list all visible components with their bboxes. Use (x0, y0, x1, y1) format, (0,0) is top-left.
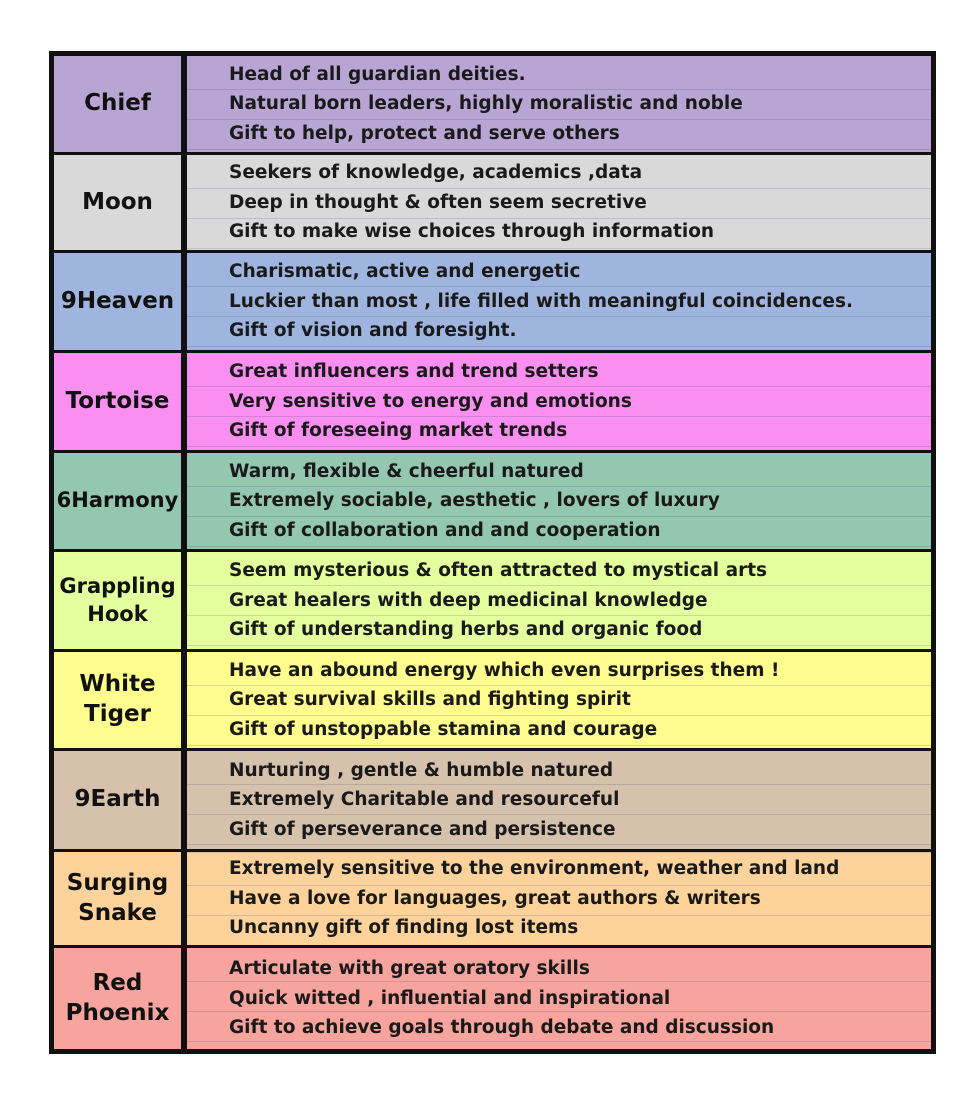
guardian-name: Tortoise (54, 353, 187, 450)
guardian-description (187, 253, 931, 350)
description-line: Head of all guardian deities. (229, 63, 526, 85)
description-line: Great influencers and trend setters (229, 361, 599, 383)
description-line: Gift of unstoppable stamina and courage (229, 718, 658, 740)
guardian-description (187, 751, 931, 849)
description-line: Gift to make wise choices through information (229, 221, 715, 243)
guardian-name: Grappling Hook (54, 552, 187, 649)
description-line: Have a love for languages, great authors & writers (229, 887, 761, 909)
guardian-description (187, 652, 931, 748)
guardian-description (187, 353, 931, 450)
description-line: Gift to help, protect and serve others (229, 122, 620, 144)
description-line: Luckier than most , life filled with meaningful coincidences. (229, 290, 854, 312)
guardian-description (187, 453, 931, 549)
description-line: Gift of vision and foresight. (229, 320, 517, 342)
table-row (54, 751, 931, 852)
description-line: Gift to achieve goals through debate and discussion (229, 1017, 775, 1039)
description-line: Quick witted , influential and inspirational (229, 987, 671, 1009)
table-row (54, 852, 931, 948)
table-row (54, 652, 931, 751)
guardian-name: 9Earth (54, 751, 187, 849)
table-row (54, 155, 931, 253)
description-line: Uncanny gift of finding lost items (229, 917, 579, 939)
description-line: Nurturing , gentle & humble natured (229, 759, 614, 781)
description-line: Warm, flexible & cheerful natured (229, 460, 584, 482)
description-line: Great healers with deep medicinal knowledge (229, 589, 708, 611)
description-line: Extremely sociable, aesthetic , lovers of luxury (229, 490, 720, 512)
description-line: Gift of perseverance and persistence (229, 818, 616, 840)
guardian-description (187, 552, 931, 649)
description-line: Gift of foreseeing market trends (229, 420, 568, 442)
description-line: Extremely sensitive to the environment, weather and land (229, 858, 840, 880)
guardian-description (187, 56, 931, 152)
description-line: Extremely Charitable and resourceful (229, 789, 620, 811)
description-line: Seem mysterious & often attracted to mystical arts (229, 560, 768, 582)
guardian-name: Moon (54, 155, 187, 250)
description-line: Very sensitive to energy and emotions (229, 390, 632, 412)
description-line: Charismatic, active and energetic (229, 261, 581, 283)
table-row (54, 552, 931, 652)
table-row (54, 253, 931, 353)
description-line: Articulate with great oratory skills (229, 958, 590, 980)
guardian-name: 6Harmony (54, 453, 187, 549)
description-line: Gift of collaboration and and cooperation (229, 519, 661, 541)
guardian-name: 9Heaven (54, 253, 187, 350)
description-line: Natural born leaders, highly moralistic and noble (229, 93, 743, 115)
table-row (54, 56, 931, 155)
table-row (54, 353, 931, 453)
table-row (54, 453, 931, 552)
guardian-name: White Tiger (54, 652, 187, 748)
description-line: Deep in thought & often seem secretive (229, 191, 647, 213)
guardian-description (187, 948, 931, 1049)
guardian-name: Surging Snake (54, 852, 187, 945)
description-line: Gift of understanding herbs and organic food (229, 619, 703, 641)
guardian-description (187, 852, 931, 945)
guardian-name: Red Phoenix (54, 948, 187, 1049)
guardian-description (187, 155, 931, 250)
description-line: Great survival skills and fighting spirit (229, 689, 631, 711)
table-row (54, 948, 931, 1049)
description-line: Seekers of knowledge, academics ,data (229, 162, 643, 184)
guardian-name: Chief (54, 56, 187, 152)
description-line: Have an abound energy which even surprises them ! (229, 659, 780, 681)
guardian-table (49, 51, 936, 1054)
